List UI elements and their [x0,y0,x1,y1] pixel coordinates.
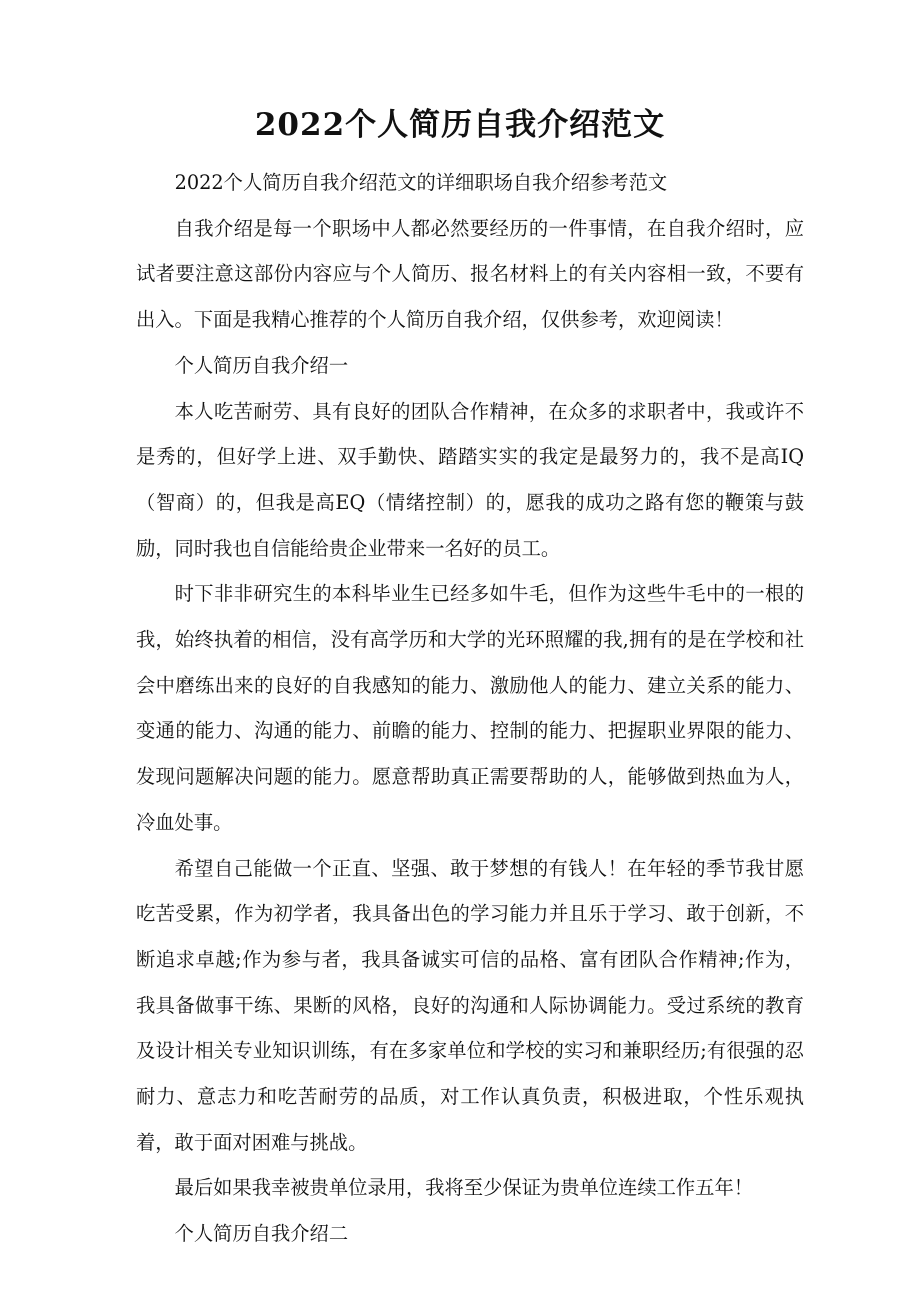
body-paragraph: 时下非非研究生的本科毕业生已经多如牛毛，但作为这些牛毛中的一根的我，始终执着的相信，没有高学历和大学的光环照耀的我,拥有的是在学校和社会中磨练出来的良好的自我感知的能力、激励他人的能力、建立关系的能力、变通的能力、沟通的能力、前瞻的能力、控制的能力、把握职业界限的能力、发现问题解决问题的能力。愿意帮助真正需要帮助的人，能够做到热血为人，冷血处事。 [136,582,804,834]
body-paragraph: 希望自己能做一个正直、坚强、敢于梦想的有钱人！在年轻的季节我甘愿吃苦受累，作为初学者，我具备出色的学习能力并且乐于学习、敢于创新，不断追求卓越;作为参与者，我具备诚实可信的品格、富有团队合作精神;作为，我具备做事干练、果断的风格，良好的沟通和人际协调能力。受过系统的教育及设计相关专业知识训练，有在多家单位和学校的实习和兼职经历;有很强的忍耐力、意志力和吃苦耐劳的品质，对工作认真负责，积极进取，个性乐观执着，敢于面对困难与挑战。 [136,856,804,1154]
document-title: 2022个人简历自我介绍范文 [254,107,666,143]
document-body [136,160,804,1257]
closing-paragraph: 最后如果我幸被贵单位录用，我将至少保证为贵单位连续工作五年！ [174,1176,754,1200]
section-heading-two: 个人简历自我介绍二 [174,1222,349,1246]
subtitle-paragraph: 2022个人简历自我介绍范文的详细职场自我介绍参考范文 [174,171,668,194]
section-heading-one: 个人简历自我介绍一 [174,353,349,377]
intro-paragraph: 自我介绍是每一个职场中人都必然要经历的一件事情，在自我介绍时，应试者要注意这部份内容应与个人简历、报名材料上的有关内容相一致，不要有出入。下面是我精心推荐的个人简历自我介绍，仅供参考，欢迎阅读！ [136,216,804,332]
body-paragraph: 本人吃苦耐劳、具有良好的团队合作精神，在众多的求职者中，我或许不是秀的，但好学上进、双手勤快、踏踏实实的我定是最努力的，我不是高IQ（智商）的，但我是高EQ（情绪控制）的，愿我的成功之路有您的鞭策与鼓励，同时我也自信能给贵企业带来一名好的员工。 [136,399,804,560]
